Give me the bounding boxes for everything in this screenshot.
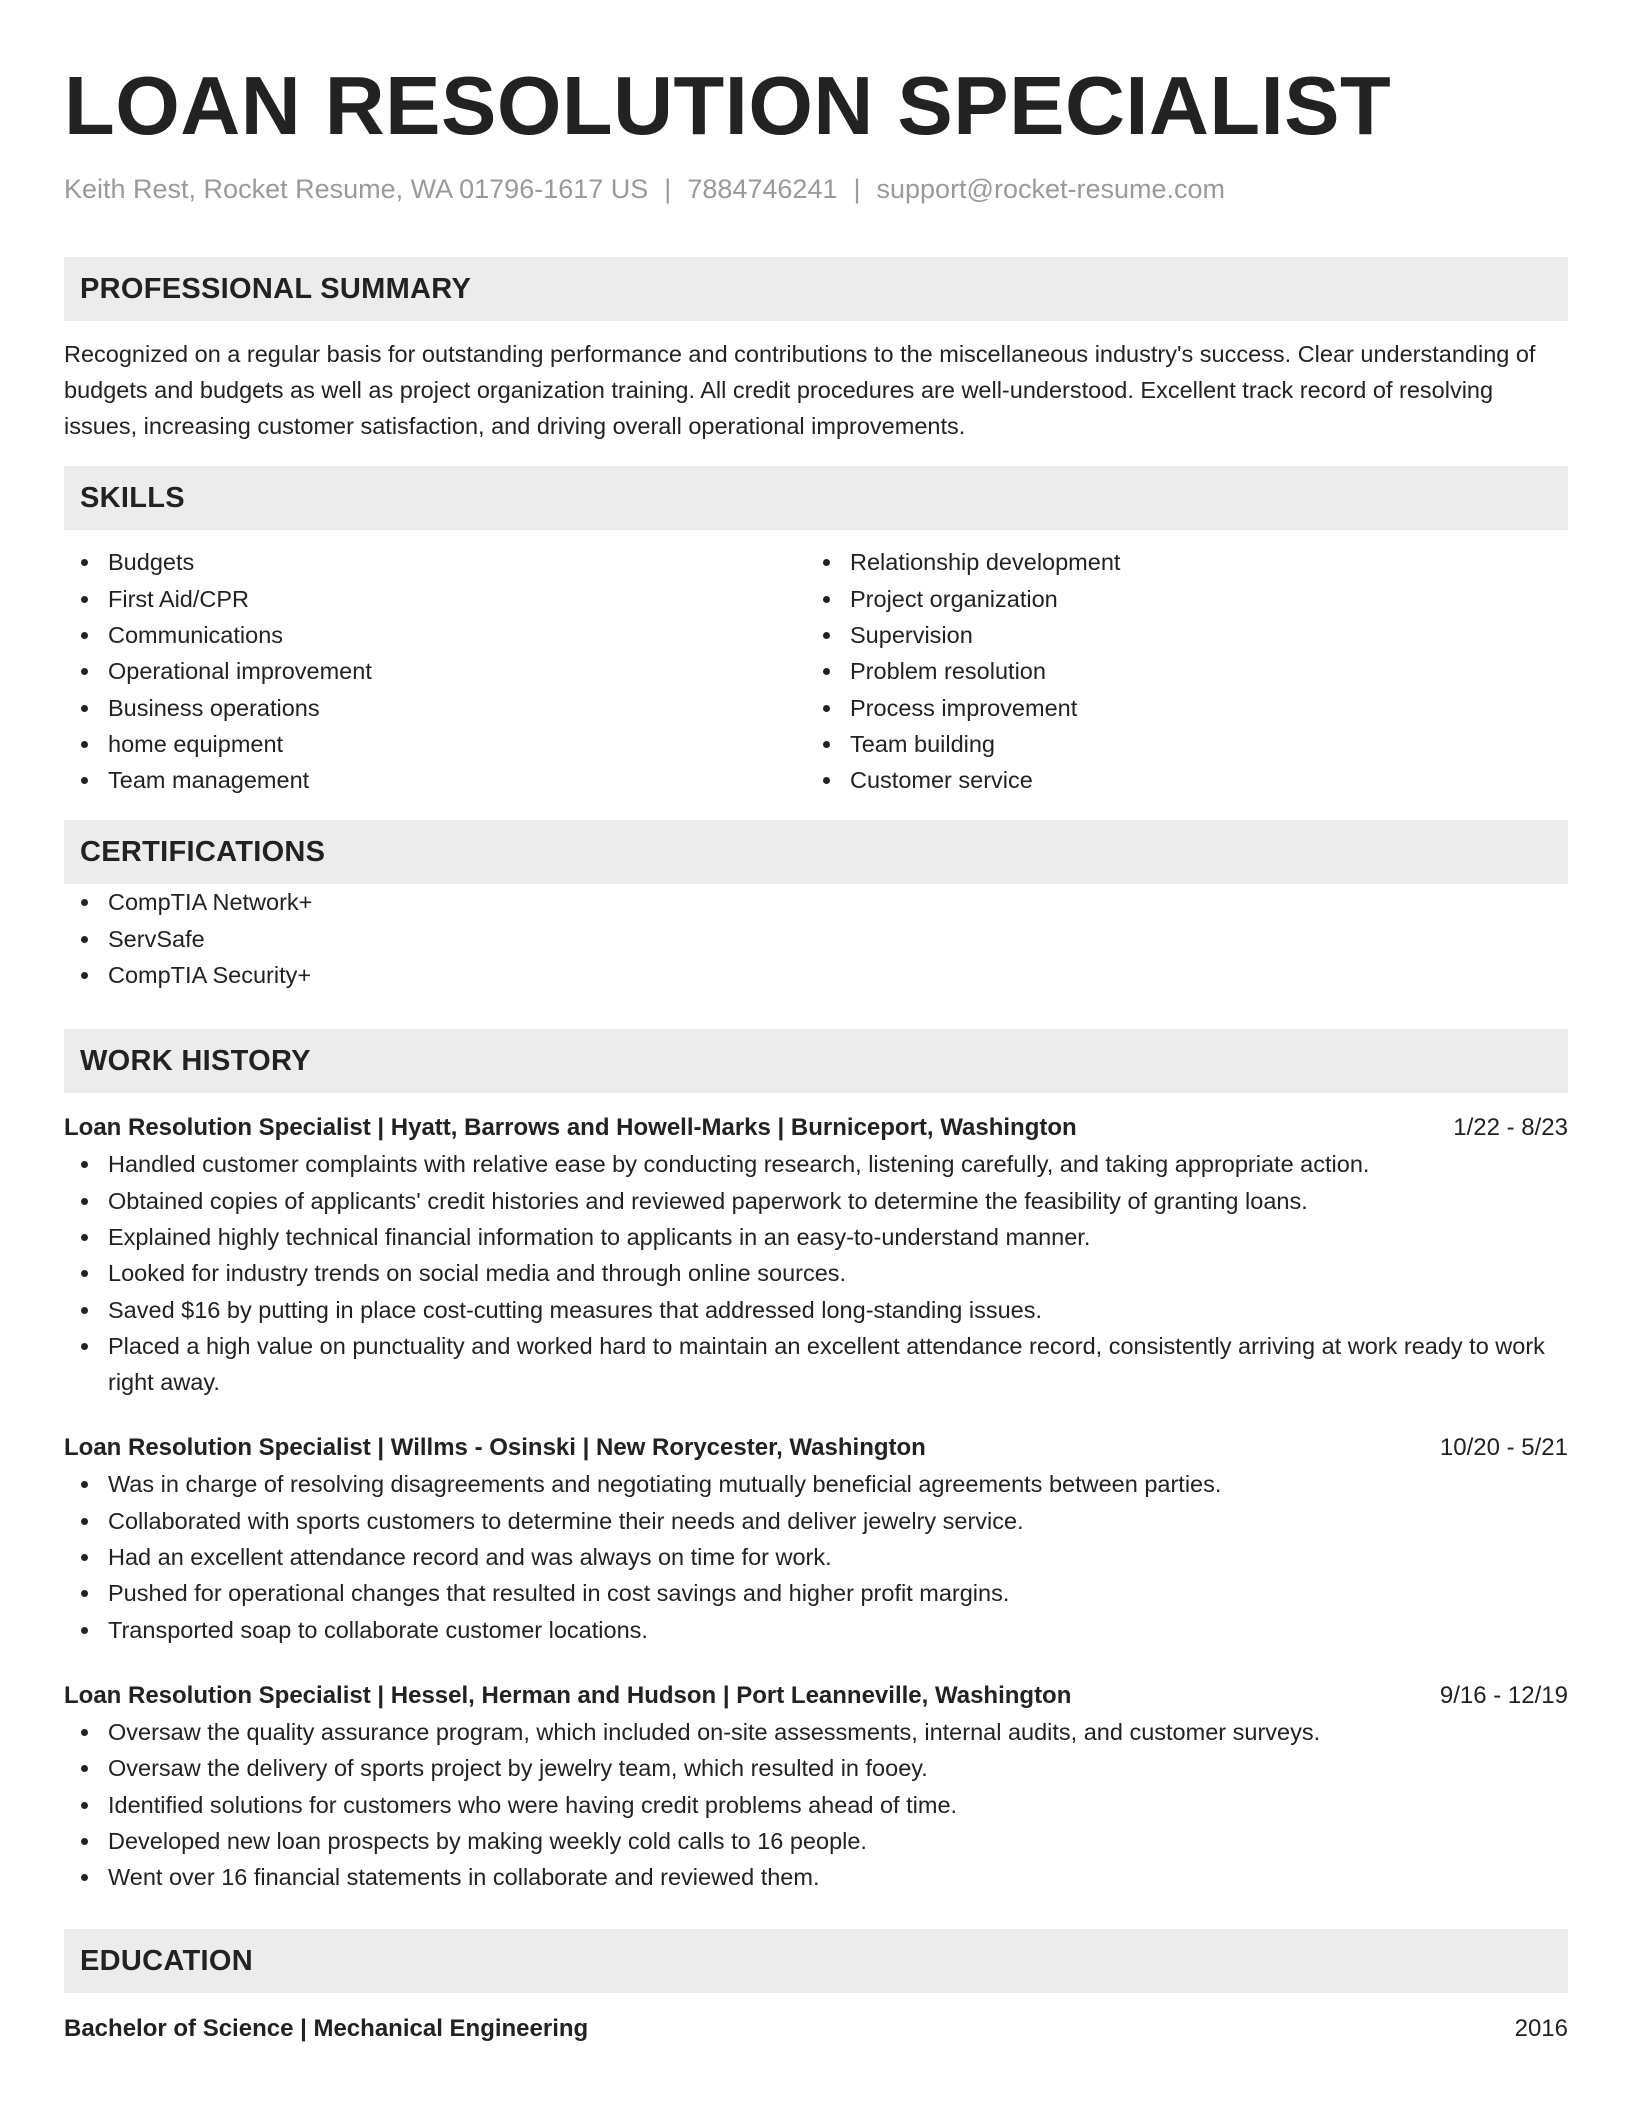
- job-bullet: Explained highly technical financial information to applicants in an easy-to-understand manner.: [64, 1219, 1568, 1255]
- skill-item: Supervision: [806, 617, 1548, 653]
- certifications-list: [64, 884, 1568, 993]
- contact-email: support@rocket-resume.com: [876, 174, 1226, 204]
- skill-item: Business operations: [64, 690, 806, 726]
- contact-address: Keith Rest, Rocket Resume, WA 01796-1617 US: [64, 174, 649, 204]
- job-bullet: Was in charge of resolving disagreements and negotiating mutually beneficial agreements between parties.: [64, 1466, 1568, 1502]
- skills-list-right: [806, 544, 1548, 798]
- job-entry: [64, 1110, 1568, 1400]
- job-bullet: Handled customer complaints with relative ease by conducting research, listening carefully, and taking appropriate action.: [64, 1146, 1568, 1182]
- resume-title: LOAN RESOLUTION SPECIALIST: [64, 59, 1392, 152]
- skill-item: Process improvement: [806, 690, 1548, 726]
- job-bullet: Had an excellent attendance record and was always on time for work.: [64, 1539, 1568, 1575]
- skill-item: home equipment: [64, 726, 806, 762]
- skill-item: Operational improvement: [64, 653, 806, 689]
- skill-item: Problem resolution: [806, 653, 1548, 689]
- job-dates: 9/16 - 12/19: [1439, 1681, 1568, 1709]
- section-header-work-history: WORK HISTORY: [64, 1029, 1568, 1093]
- summary-text: Recognized on a regular basis for outstanding performance and contributions to the miscellaneous industry's success. Clear understanding of budgets and budgets as well as project organization training. All credit procedures are well-understood. Excellent track record of resolving issues, increasing customer satisfaction, and driving overall operational improvements.: [64, 341, 1536, 440]
- job-header: [64, 1678, 1568, 1714]
- job-bullet-list: [64, 1146, 1568, 1400]
- skill-item: Team building: [806, 726, 1548, 762]
- job-bullet: Placed a high value on punctuality and worked hard to maintain an excellent attendance record, consistently arriving at work ready to work right away.: [64, 1328, 1568, 1401]
- skills-list-left: [64, 544, 806, 798]
- job-entry: [64, 1430, 1568, 1647]
- skill-item: Team management: [64, 762, 806, 798]
- section-header-summary: PROFESSIONAL SUMMARY: [64, 257, 1568, 321]
- skill-item: Communications: [64, 617, 806, 653]
- contact-separator: |: [664, 174, 672, 204]
- job-bullet: Identified solutions for customers who were having credit problems ahead of time.: [64, 1787, 1568, 1823]
- job-title: Loan Resolution Specialist | Hyatt, Barrows and Howell-Marks | Burniceport, Washington: [64, 1114, 1077, 1142]
- skills-grid: [64, 544, 1568, 798]
- job-bullet: Saved $16 by putting in place cost-cutting measures that addressed long-standing issues.: [64, 1292, 1568, 1328]
- skill-item: Customer service: [806, 762, 1548, 798]
- job-bullet: Obtained copies of applicants' credit histories and reviewed paperwork to determine the feasibility of granting loans.: [64, 1183, 1568, 1219]
- job-title: Loan Resolution Specialist | Hessel, Herman and Hudson | Port Leanneville, Washington: [64, 1681, 1072, 1709]
- job-bullet: Oversaw the quality assurance program, which included on-site assessments, internal audits, and customer surveys.: [64, 1714, 1568, 1750]
- certification-item: CompTIA Security+: [64, 957, 1568, 993]
- section-header-skills: SKILLS: [64, 466, 1568, 530]
- job-header: [64, 1110, 1568, 1146]
- contact-separator: |: [853, 174, 861, 204]
- job-bullet: Went over 16 financial statements in collaborate and reviewed them.: [64, 1859, 1568, 1895]
- job-dates: 10/20 - 5/21: [1439, 1434, 1568, 1462]
- skill-item: Budgets: [64, 544, 806, 580]
- contact-line: [64, 173, 1568, 205]
- job-bullet: Collaborated with sports customers to determine their needs and deliver jewelry service.: [64, 1503, 1568, 1539]
- skill-item: Relationship development: [806, 544, 1548, 580]
- certification-item: ServSafe: [64, 921, 1568, 957]
- job-bullet: Oversaw the delivery of sports project by jewelry team, which resulted in fooey.: [64, 1750, 1568, 1786]
- contact-phone: 7884746241: [687, 174, 838, 204]
- section-header-certifications: CERTIFICATIONS: [64, 820, 1568, 884]
- job-bullet: Looked for industry trends on social media and through online sources.: [64, 1255, 1568, 1291]
- education-year: 2016: [1514, 2015, 1568, 2043]
- education-entry: [64, 2011, 1568, 2047]
- job-bullet: Developed new loan prospects by making weekly cold calls to 16 people.: [64, 1823, 1568, 1859]
- job-bullet: Pushed for operational changes that resulted in cost savings and higher profit margins.: [64, 1575, 1568, 1611]
- skills-column-left: [64, 544, 806, 798]
- section-header-education: EDUCATION: [64, 1929, 1568, 1993]
- job-header: [64, 1430, 1568, 1466]
- job-bullet: Transported soap to collaborate customer locations.: [64, 1612, 1568, 1648]
- skill-item: First Aid/CPR: [64, 581, 806, 617]
- job-bullet-list: [64, 1466, 1568, 1647]
- job-title: Loan Resolution Specialist | Willms - Osinski | New Rorycester, Washington: [64, 1434, 926, 1462]
- education-degree: Bachelor of Science | Mechanical Engineering: [64, 2015, 589, 2043]
- skill-item: Project organization: [806, 581, 1548, 617]
- certification-item: CompTIA Network+: [64, 884, 1568, 920]
- job-bullet-list: [64, 1714, 1568, 1895]
- job-dates: 1/22 - 8/23: [1453, 1114, 1568, 1142]
- skills-column-right: [806, 544, 1548, 798]
- job-entry: [64, 1678, 1568, 1895]
